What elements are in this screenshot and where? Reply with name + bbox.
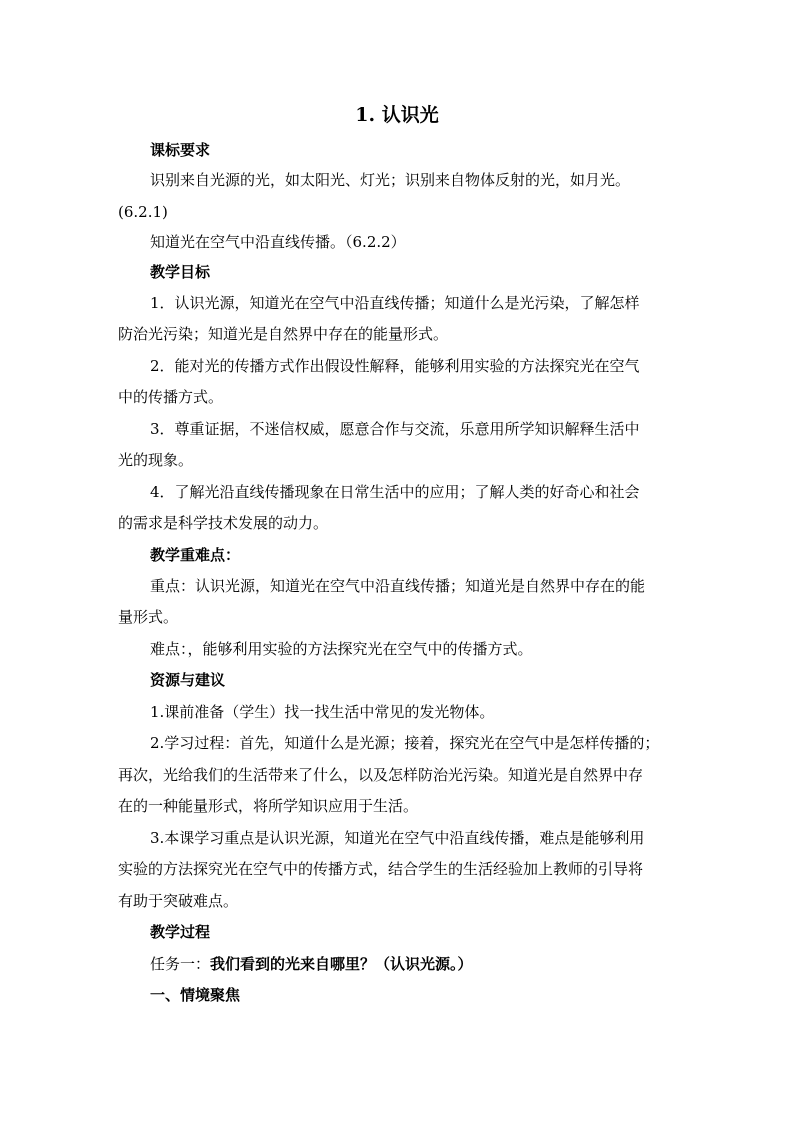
key-point-line-1: 重点：认识光源，知道光在空气中沿直线传播；知道光是自然界中存在的能 xyxy=(150,577,646,595)
resource-3-line-3: 有助于突破难点。 xyxy=(118,892,239,910)
resource-2-line-1: 2.学习过程：首先，知道什么是光源；接着，探究光在空气中是怎样传播的； xyxy=(150,734,660,752)
goal-2-line-1: 2．能对光的传播方式作出假设性解释，能够利用实验的方法探究光在空气 xyxy=(150,357,640,375)
difficult-point: 难点：，能够利用实验的方法探究光在空气中的传播方式。 xyxy=(150,640,533,658)
task-1-text: 我们看到的光来自哪里？（认识光源。） xyxy=(210,955,473,973)
curriculum-paragraph-1-line-2: (6.2.1) xyxy=(118,203,168,221)
goal-4-line-2: 的需求是科学技术发展的动力。 xyxy=(118,514,329,532)
resource-3-line-2: 实验的方法探究光在空气中的传播方式，结合学生的生活经验加上教师的引导将 xyxy=(118,860,644,878)
goal-3-line-1: 3．尊重证据，不迷信权威，愿意合作与交流，乐意用所学知识解释生活中 xyxy=(150,420,640,438)
process-heading: 教学过程 xyxy=(150,923,211,941)
goals-heading: 教学目标 xyxy=(150,263,211,281)
resources-heading: 资源与建议 xyxy=(150,671,226,689)
task-1-prefix: 任务一： xyxy=(150,955,211,973)
curriculum-paragraph-1-line-1: 识别来自光源的光，如太阳光、灯光；识别来自物体反射的光，如月光。 xyxy=(150,171,631,189)
resource-1: 1.课前准备（学生）找一找生活中常见的发光物体。 xyxy=(150,703,495,721)
scene-heading: 一、情境聚焦 xyxy=(150,986,241,1004)
goal-1-line-2: 防治光污染；知道光是自然界中存在的能量形式。 xyxy=(118,325,449,343)
resource-2-line-3: 在的一种能量形式，将所学知识应用于生活。 xyxy=(118,797,419,815)
resource-2-line-2: 再次，光给我们的生活带来了什么，以及怎样防治光污染。知道光是自然界中存 xyxy=(118,766,644,784)
goal-1-line-1: 1．认识光源，知道光在空气中沿直线传播；知道什么是光污染，了解怎样 xyxy=(150,294,640,312)
goal-4-line-1: 4．了解光沿直线传播现象在日常生活中的应用；了解人类的好奇心和社会 xyxy=(150,483,640,501)
curriculum-heading: 课标要求 xyxy=(150,141,211,159)
goal-3-line-2: 光的现象。 xyxy=(118,451,194,469)
curriculum-paragraph-2: 知道光在空气中沿直线传播。（6.2.2） xyxy=(150,233,406,251)
goal-2-line-2: 中的传播方式。 xyxy=(118,388,224,406)
key-point-line-2: 量形式。 xyxy=(118,608,179,626)
task-1 xyxy=(150,954,473,974)
page-title: 1. 认识光 xyxy=(355,104,439,126)
resource-3-line-1: 3.本课学习重点是认识光源，知道光在空气中沿直线传播，难点是能够利用 xyxy=(150,829,645,847)
keypoints-heading: 教学重难点： xyxy=(150,546,241,564)
